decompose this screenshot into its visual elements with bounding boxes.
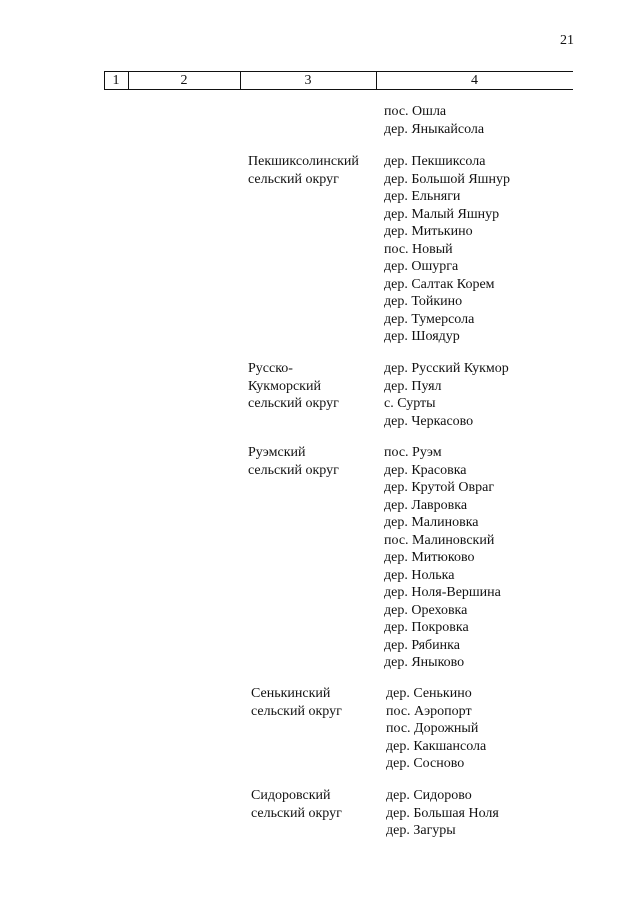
settlement-item: дер. Ореховка	[384, 602, 468, 618]
settlement-list	[386, 685, 586, 773]
settlement-item: пос. Руэм	[384, 445, 442, 460]
settlement-item: дер. Салтак Корем	[384, 276, 495, 292]
settlement-item: дер. Сосново	[386, 756, 465, 771]
settlement-item: дер. Яныково	[384, 655, 465, 670]
settlement-item: дер. Большой Яшнур	[384, 171, 510, 187]
column-number-4: 4	[471, 73, 478, 88]
settlement-item: дер. Ошурга	[384, 259, 459, 274]
okrug-name	[251, 685, 386, 720]
settlement-item: дер. Русский Кукмор	[384, 361, 509, 376]
okrug-name-line: Пекшиксолинский	[248, 154, 359, 169]
settlement-list	[384, 360, 584, 430]
settlement-item: дер. Лавровка	[384, 497, 468, 513]
table-header-row	[104, 71, 573, 90]
okrug-name-line: Руэмский	[248, 445, 306, 460]
settlement-item: пос. Аэропорт	[386, 703, 472, 719]
settlement-item: с. Сурты	[384, 396, 436, 411]
settlement-item: пос. Дорожный	[386, 721, 479, 736]
settlement-item: дер. Яныкайсола	[384, 121, 485, 137]
settlement-item: дер. Ноля-Вершина	[384, 585, 501, 600]
okrug-name-line: Сенькинский	[251, 686, 331, 701]
settlement-item: дер. Малиновка	[384, 515, 479, 530]
page-number: 21	[560, 33, 574, 48]
settlement-item: дер. Какшансола	[386, 738, 487, 754]
column-number-3: 3	[304, 73, 312, 88]
okrug-name	[248, 444, 383, 479]
settlement-item: дер. Красовка	[384, 462, 467, 478]
settlement-item: дер. Черкасово	[384, 413, 474, 429]
settlement-item: дер. Тойкино	[384, 294, 463, 309]
okrug-name	[251, 787, 386, 822]
settlement-item: дер. Шоядур	[384, 329, 460, 344]
settlement-item: дер. Митюково	[384, 550, 475, 565]
settlement-list	[386, 787, 586, 840]
settlement-item: дер. Тумерсола	[384, 311, 475, 327]
okrug-name-line: Кукморский	[248, 378, 321, 394]
okrug-name-line: Сидоровский	[251, 788, 331, 803]
settlement-list	[384, 444, 584, 672]
settlement-item: пос. Новый	[384, 241, 453, 257]
settlement-item: пос. Малиновский	[384, 532, 495, 548]
settlement-list	[384, 153, 584, 346]
settlement-item: дер. Митькино	[384, 224, 473, 239]
settlement-item: дер. Малый Яшнур	[384, 206, 500, 222]
settlement-item: дер. Крутой Овраг	[384, 480, 495, 495]
okrug-name-line: сельский округ	[251, 805, 342, 821]
okrug-name-line: Русско-	[248, 361, 293, 376]
settlement-list	[384, 103, 584, 138]
settlement-item: дер. Сенькино	[386, 686, 472, 701]
settlement-item: дер. Рябинка	[384, 637, 460, 653]
okrug-name-line: сельский округ	[248, 462, 339, 478]
settlement-item: пос. Ошла	[384, 104, 447, 119]
settlement-item: дер. Пуял	[384, 378, 442, 394]
settlement-item: дер. Большая Ноля	[386, 805, 499, 821]
settlement-item: дер. Загуры	[386, 823, 456, 838]
settlement-item: дер. Ельняги	[384, 189, 461, 204]
column-number-1: 1	[112, 73, 120, 88]
settlement-item: дер. Сидорово	[386, 788, 472, 803]
okrug-name-line: сельский округ	[251, 703, 342, 719]
column-number-2: 2	[180, 73, 188, 88]
okrug-name	[248, 360, 383, 413]
settlement-item: дер. Нолька	[384, 567, 455, 583]
okrug-name	[248, 153, 383, 188]
okrug-name-line: сельский округ	[248, 396, 339, 411]
settlement-item: дер. Покровка	[384, 620, 469, 635]
settlement-item: дер. Пекшиксола	[384, 154, 486, 169]
okrug-name-line: сельский округ	[248, 171, 339, 187]
